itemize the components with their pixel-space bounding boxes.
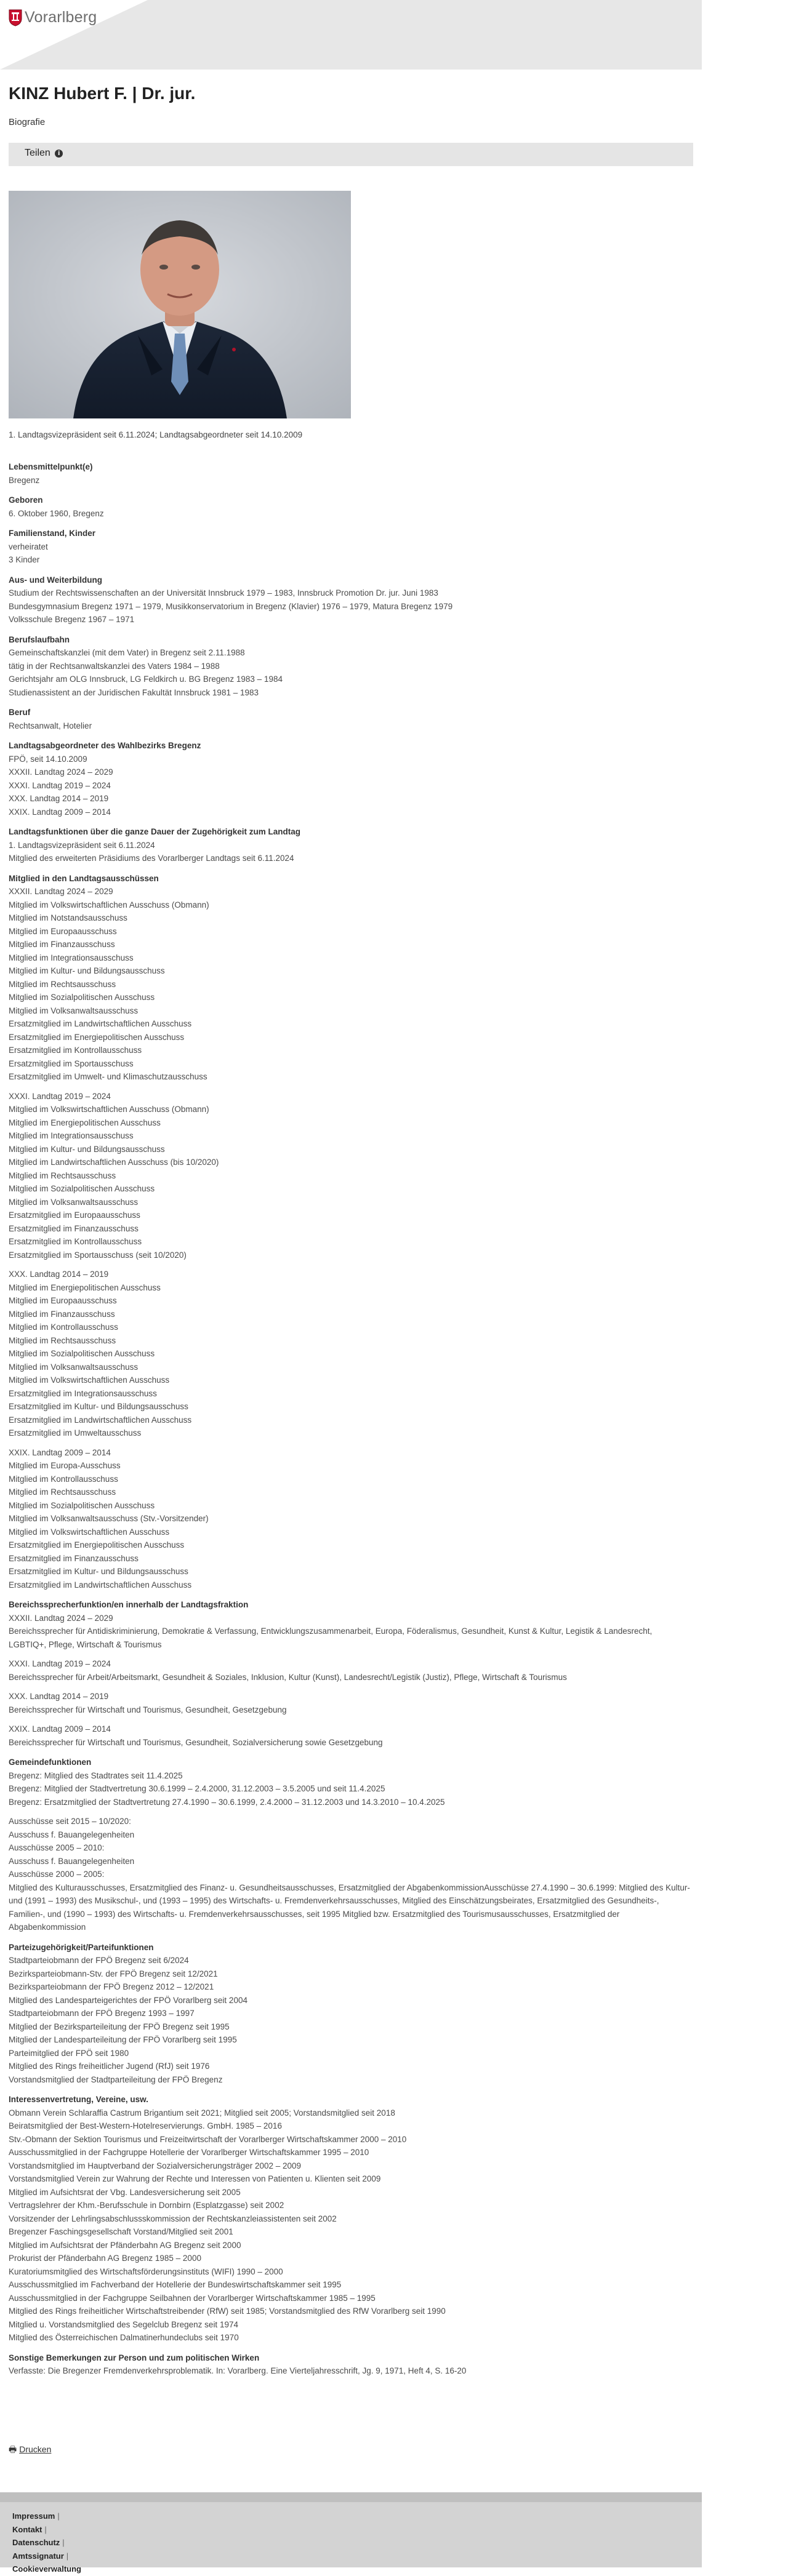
section-line: Bezirksparteiobmann der FPÖ Bregenz 2012 – 12/2021 (9, 1982, 214, 1991)
section-line: Studium der Rechtswissenschaften an der Universität Innsbruck 1979 – 1983, Innsbruck Promotion Dr. jur. Juni 1983 (9, 588, 438, 598)
footer-separator: | (66, 2551, 69, 2561)
section-heading: Sonstige Bemerkungen zur Person und zum politischen Wirken (9, 2353, 260, 2362)
section-spacer (9, 1440, 692, 1446)
section-line: Gemeinschaftskanzlei (mit dem Vater) in Bregenz seit 2.11.1988 (9, 648, 245, 657)
section-heading: Landtagsfunktionen über die ganze Dauer der Zugehörigkeit zum Landtag (9, 827, 301, 836)
section-line: Mitglied im Rechtsausschuss (9, 979, 116, 989)
section-line: XXX. Landtag 2014 – 2019 (9, 1270, 109, 1279)
section-line: Mitglied im Europaausschuss (9, 926, 117, 936)
footer-item (12, 2510, 81, 2523)
section-line: tätig in der Rechtsanwaltskanzlei des Vaters 1984 – 1988 (9, 661, 220, 671)
section-line: Bregenz (9, 475, 40, 485)
section-spacer (9, 1084, 692, 1090)
section-line: Mitglied im Kontrollausschuss (9, 1322, 118, 1332)
section-line: Ausschüsse 2005 – 2010: (9, 1843, 105, 1852)
section-line: Verfasste: Die Bregenzer Fremdenverkehrsproblematik. In: Vorarlberg. Eine Vierteljahresschrift, Jg. 9, 1971, Heft 4, S. 16-20 (9, 2366, 467, 2375)
section-line: Bregenzer Faschingsgesellschaft Vorstand/Mitglied seit 2001 (9, 2227, 233, 2236)
bio-section (9, 460, 692, 487)
section-line: Mitglied im Volksanwaltsausschuss (9, 1006, 139, 1015)
section-line: Mitglied des Österreichischen Dalmatinerhundeclubs seit 1970 (9, 2333, 239, 2342)
info-icon: i (55, 150, 63, 158)
section-heading: Lebensmittelpunkt(e) (9, 462, 93, 471)
section-line: Mitglied des Kulturausschusses, Ersatzmitglied des Finanz- u. Gesundheitsausschusses, Ersatzmitglied der AbgabenkommissionAusschüsse 27.4.1990 – 30.6.1999: Mitglied des Kultur- und (1991 – 1993) des Musikschul-, und (1993 – 1995) des Wirtschafts- u. Fremdenverkehrsausschusses, Mitglied des Einschätzungsbeirates, Ersatzmitglied des Gesundheits-, Familien-, und (1990 – 1993) des Wirtschafts- u. Fremdenverkehrsausschusses, seit 1995 Mitglied bzw. Ersatzmitglied des Tourismusausschusses, Ersatzmitglied der Abgabenkommission (9, 1882, 690, 1932)
section-line: Ersatzmitglied im Kontrollausschuss (9, 1237, 142, 1246)
section-spacer (9, 1262, 692, 1268)
section-line: Bregenz: Ersatzmitglied der Stadtvertretung 27.4.1990 – 30.6.1999, 2.4.2000 – 31.12.2003 und 14.3.2010 – 10.4.2025 (9, 1797, 445, 1807)
section-heading: Familienstand, Kinder (9, 529, 96, 538)
section-line: Mitglied im Aufsichtsrat der Pfänderbahn AG Bregenz seit 2000 (9, 2240, 241, 2250)
section-line: Gerichtsjahr am OLG Innsbruck, LG Feldkirch u. BG Bregenz 1983 – 1984 (9, 674, 283, 684)
bio-section (9, 1941, 692, 2087)
section-line: Ersatzmitglied im Landwirtschaftlichen Ausschuss (9, 1019, 192, 1028)
section-line: Ausschüsse 2000 – 2005: (9, 1870, 105, 1879)
bio-section (9, 633, 692, 700)
section-line: Rechtsanwalt, Hotelier (9, 721, 92, 730)
footer-item (12, 2562, 81, 2576)
section-line: Mitglied im Integrationsausschuss (9, 953, 134, 962)
section-line: Ersatzmitglied im Landwirtschaftlichen Ausschuss (9, 1580, 192, 1590)
section-line: Mitglied im Notstandsausschuss (9, 913, 127, 922)
section-line: Mitglied im Volkswirtschaftlichen Ausschuss (Obmann) (9, 1105, 209, 1114)
section-line: Ersatzmitglied im Kultur- und Bildungsausschuss (9, 1567, 188, 1576)
bio-section (9, 1756, 692, 1934)
section-line: Mitglied im Kultur- und Bildungsausschuss (9, 1144, 165, 1154)
site-header (0, 0, 702, 70)
section-line: 6. Oktober 1960, Bregenz (9, 508, 104, 518)
share-button[interactable] (25, 148, 63, 159)
section-line: Mitglied im Kontrollausschuss (9, 1474, 118, 1484)
section-line: Bregenz: Mitglied der Stadtvertretung 30.6.1999 – 2.4.2000, 31.12.2003 – 3.5.2005 und seit 11.4.2025 (9, 1784, 385, 1793)
footer-separator: | (44, 2524, 47, 2534)
footer-link-amtssignatur[interactable]: Amtssignatur (12, 2551, 64, 2561)
section-line: XXXII. Landtag 2024 – 2029 (9, 1613, 113, 1623)
footer-links (12, 2510, 81, 2576)
section-line: Mitglied der Landesparteileitung der FPÖ Vorarlberg seit 1995 (9, 2035, 237, 2044)
bio-section (9, 494, 692, 520)
section-line: Ersatzmitglied im Umweltausschuss (9, 1428, 142, 1438)
page-subtitle: Biografie (9, 117, 46, 127)
section-line: XXIX. Landtag 2009 – 2014 (9, 1724, 111, 1734)
section-line: Vorstandsmitglied Verein zur Wahrung der Rechte und Interessen von Patienten u. Klienten seit 2009 (9, 2174, 381, 2183)
section-line: Stadtparteiobmann der FPÖ Bregenz 1993 – 1997 (9, 2009, 195, 2018)
page-title: KINZ Hubert F. | Dr. jur. (9, 84, 196, 103)
section-spacer (9, 1684, 692, 1690)
section-line: Ersatzmitglied im Europaausschuss (9, 1210, 140, 1220)
section-line: Ersatzmitglied im Landwirtschaftlichen Ausschuss (9, 1415, 192, 1425)
section-heading: Geboren (9, 495, 43, 505)
section-line: Mitglied des Landesparteigerichtes der FPÖ Vorarlberg seit 2004 (9, 1995, 247, 2005)
section-heading: Parteizugehörigkeit/Parteifunktionen (9, 1942, 154, 1952)
section-line: Mitglied im Finanzausschuss (9, 940, 115, 949)
section-line: Mitglied im Sozialpolitischen Ausschuss (9, 1184, 155, 1193)
section-line: Mitglied u. Vorstandsmitglied des Segelclub Bregenz seit 1974 (9, 2319, 238, 2329)
section-line: Mitglied im Kultur- und Bildungsausschuss (9, 966, 165, 975)
section-line: XXIX. Landtag 2009 – 2014 (9, 1447, 111, 1457)
section-heading: Gemeindefunktionen (9, 1758, 92, 1767)
bio-section (9, 527, 692, 567)
section-line: verheiratet (9, 542, 48, 551)
section-line: Mitglied im Volkswirtschaftlichen Ausschuss (Obmann) (9, 900, 209, 910)
section-line: Mitglied im Energiepolitischen Ausschuss (9, 1118, 161, 1127)
section-line: Mitglied des Rings freiheitlicher Jugend (RfJ) seit 1976 (9, 2062, 210, 2071)
logo-text: Vorarlberg (25, 9, 97, 26)
section-line: Mitglied im Europaausschuss (9, 1296, 117, 1305)
section-heading: Berufslaufbahn (9, 634, 70, 644)
section-line: Bereichssprecher für Antidiskriminierung, Demokratie & Verfassung, Entwicklungszusammenarbeit, Europa, Föderalismus, Gesundheit, Kunst & Kultur, Legistik & Landesrecht, LGBTIQ+, Pflege, Wirtschaft & Tourismus (9, 1626, 653, 1649)
bio-section (9, 574, 692, 626)
bio-section (9, 739, 692, 818)
section-line: Mitglied im Volkswirtschaftlichen Ausschuss (9, 1527, 170, 1537)
coat-of-arms-icon (9, 9, 22, 26)
section-heading: Aus- und Weiterbildung (9, 575, 102, 585)
section-heading: Interessenvertretung, Vereine, usw. (9, 2095, 148, 2104)
section-line: Mitglied im Integrationsausschuss (9, 1131, 134, 1140)
footer-link-impressum[interactable]: Impressum (12, 2511, 55, 2521)
share-bar (9, 143, 693, 166)
section-line: XXXII. Landtag 2024 – 2029 (9, 767, 113, 777)
footer-link-cookieverwaltung[interactable]: Cookieverwaltung (12, 2564, 81, 2574)
section-line: Ersatzmitglied im Integrationsausschuss (9, 1388, 157, 1398)
section-line: Ersatzmitglied im Energiepolitischen Ausschuss (9, 1032, 185, 1042)
section-line: Vorsitzender der Lehrlingsabschlussskommission der Rechtskanzleiassistenten seit 2002 (9, 2214, 337, 2223)
section-line: Mitglied im Volksanwaltsausschuss (9, 1197, 139, 1207)
section-line: Bereichssprecher für Arbeit/Arbeitsmarkt, Gesundheit & Soziales, Inklusion, Kultur (Kunst), Landesrecht/Legistik (Justiz), Pflege, Wirtschaft & Tourismus (9, 1672, 567, 1682)
section-spacer (9, 1716, 692, 1722)
bio-section (9, 706, 692, 732)
section-line: 1. Landtagsvizepräsident seit 6.11.2024 (9, 840, 155, 850)
section-heading: Bereichssprecherfunktion/en innerhalb der Landtagsfraktion (9, 1600, 249, 1609)
section-line: Ausschussmitglied in der Fachgruppe Seilbahnen der Vorarlberger Wirtschaftskammer 1985 – 1995 (9, 2293, 376, 2303)
section-line: Mitglied im Rechtsausschuss (9, 1335, 116, 1345)
section-line: Mitglied im Energiepolitischen Ausschuss (9, 1282, 161, 1292)
section-line: XXX. Landtag 2014 – 2019 (9, 1692, 109, 1701)
section-line: Bereichssprecher für Wirtschaft und Tourismus, Gesundheit, Gesetzgebung (9, 1705, 287, 1714)
bio-section (9, 872, 692, 1592)
footer-item (12, 2550, 81, 2563)
section-line: Mitglied des erweiterten Präsidiums des Vorarlberger Landtags seit 6.11.2024 (9, 854, 294, 863)
section-line: Ausschussmitglied in der Fachgruppe Hotellerie der Vorarlberger Wirtschaftskammer 1995 – 2010 (9, 2148, 369, 2157)
footer-separator: | (57, 2511, 60, 2521)
bio-section (9, 2351, 692, 2378)
footer-item (12, 2523, 81, 2537)
section-heading: Landtagsabgeordneter des Wahlbezirks Bregenz (9, 741, 201, 750)
section-line: Prokurist der Pfänderbahn AG Bregenz 1985 – 2000 (9, 2254, 201, 2263)
section-line: Ausschuss f. Bauangelegenheiten (9, 1856, 135, 1866)
section-line: Mitglied im Aufsichtsrat der Vbg. Landesversicherung seit 2005 (9, 2187, 241, 2197)
section-line: Mitglied im Sozialpolitischen Ausschuss (9, 1500, 155, 1510)
bio-section (9, 2093, 692, 2345)
section-line: XXXI. Landtag 2019 – 2024 (9, 780, 111, 790)
footer-link-datenschutz[interactable]: Datenschutz (12, 2538, 60, 2547)
biography-content (9, 460, 692, 2385)
section-line: XXX. Landtag 2014 – 2019 (9, 794, 109, 803)
section-line: Obmann Verein Schlaraffia Castrum Brigantium seit 2021; Mitglied seit 2005; Vorstandsmitglied seit 2018 (9, 2108, 395, 2118)
section-line: Ersatzmitglied im Finanzausschuss (9, 1223, 139, 1233)
section-line: Mitglied im Volksanwaltsausschuss (9, 1362, 139, 1372)
section-line: Vorstandsmitglied im Hauptverband der Sozialversicherungsträger 2002 – 2009 (9, 2161, 302, 2170)
section-line: Ersatzmitglied im Energiepolitischen Ausschuss (9, 1540, 185, 1550)
footer-link-kontakt[interactable]: Kontakt (12, 2524, 42, 2534)
printer-icon: 🖶 (9, 2444, 17, 2454)
section-line: Mitglied im Rechtsausschuss (9, 1170, 116, 1180)
section-line: XXIX. Landtag 2009 – 2014 (9, 807, 111, 817)
footer-item (12, 2536, 81, 2550)
section-line: 3 Kinder (9, 555, 40, 564)
section-line: Kuratoriumsmitglied des Wirtschaftsförderungsinstituts (WIFI) 1990 – 2000 (9, 2266, 283, 2276)
share-label: Teilen (25, 148, 50, 158)
section-line: Ersatzmitglied im Sportausschuss (seit 10/2020) (9, 1250, 187, 1260)
section-line: Mitglied im Volksanwaltsausschuss (Stv.-Vorsitzender) (9, 1514, 209, 1523)
section-line: Ersatzmitglied im Kultur- und Bildungsausschuss (9, 1402, 188, 1411)
section-line: Ausschüsse seit 2015 – 10/2020: (9, 1817, 131, 1826)
section-line: Parteimitglied der FPÖ seit 1980 (9, 2048, 129, 2058)
section-line: Ersatzmitglied im Sportausschuss (9, 1058, 134, 1068)
site-footer (0, 2492, 702, 2574)
section-line: Mitglied im Europa-Ausschuss (9, 1461, 121, 1470)
print-label: Drucken (19, 2444, 52, 2454)
section-line: Bezirksparteiobmann-Stv. der FPÖ Bregenz seit 12/2021 (9, 1969, 218, 1978)
section-line: Beiratsmitglied der Best-Western-Hotelreservierungs. GmbH. 1985 – 2016 (9, 2121, 282, 2130)
section-line: Mitglied im Volkswirtschaftlichen Ausschuss (9, 1375, 170, 1385)
section-line: XXXI. Landtag 2019 – 2024 (9, 1091, 111, 1101)
section-spacer (9, 1809, 692, 1815)
section-line: Ersatzmitglied im Umwelt- und Klimaschutzausschuss (9, 1072, 207, 1081)
section-line: Volksschule Bregenz 1967 – 1971 (9, 615, 135, 624)
portrait-illustration (9, 191, 351, 418)
section-line: Mitglied im Sozialpolitischen Ausschuss (9, 993, 155, 1002)
print-link[interactable] (9, 2443, 51, 2458)
section-line: XXXII. Landtag 2024 – 2029 (9, 887, 113, 896)
section-line: Mitglied im Landwirtschaftlichen Ausschuss (bis 10/2020) (9, 1158, 219, 1167)
footer-separator: | (62, 2538, 65, 2547)
section-line: Bereichssprecher für Wirtschaft und Tourismus, Gesundheit, Sozialversicherung sowie Gesetzgebung (9, 1737, 383, 1747)
section-heading: Beruf (9, 708, 31, 717)
section-line: Bundesgymnasium Bregenz 1971 – 1979, Musikkonservatorium in Bregenz (Klavier) 1976 – 1979, Matura Bregenz 1979 (9, 601, 453, 611)
section-line: Mitglied im Rechtsausschuss (9, 1487, 116, 1497)
bio-section (9, 1598, 692, 1749)
section-heading: Mitglied in den Landtagsausschüssen (9, 873, 159, 883)
section-line: Ausschuss f. Bauangelegenheiten (9, 1830, 135, 1839)
section-line: Mitglied im Finanzausschuss (9, 1309, 115, 1319)
section-line: Bregenz: Mitglied des Stadtrates seit 11.4.2025 (9, 1770, 183, 1780)
section-line: Ausschussmitglied im Fachverband der Hotellerie der Bundeswirtschaftskammer seit 1995 (9, 2280, 342, 2289)
section-line: Mitglied im Sozialpolitischen Ausschuss (9, 1349, 155, 1358)
section-line: Ersatzmitglied im Finanzausschuss (9, 1553, 139, 1563)
section-line: Studienassistent an der Juridischen Fakultät Innsbruck 1981 – 1983 (9, 687, 259, 697)
section-line: FPÖ, seit 14.10.2009 (9, 754, 87, 764)
section-line: Ersatzmitglied im Kontrollausschuss (9, 1046, 142, 1055)
section-spacer (9, 1651, 692, 1657)
section-line: Mitglied des Rings freiheitlicher Wirtschaftstreibender (RfW) seit 1985; Vorstandsmitglied des RfW Vorarlberg seit 1990 (9, 2306, 446, 2316)
site-logo[interactable] (9, 9, 97, 26)
section-line: Vorstandsmitglied der Stadtparteileitung der FPÖ Bregenz (9, 2074, 223, 2084)
section-line: Vertragslehrer der Khm.-Berufsschule in Dornbirn (Esplatzgasse) seit 2002 (9, 2201, 284, 2210)
section-line: XXXI. Landtag 2019 – 2024 (9, 1659, 111, 1668)
section-line: Stv.-Obmann der Sektion Tourismus und Freizeitwirtschaft der Vorarlberger Wirtschaftskammer 2000 – 2010 (9, 2134, 407, 2144)
bio-section (9, 825, 692, 865)
section-line: Mitglied der Bezirksparteileitung der FPÖ Bregenz seit 1995 (9, 2022, 230, 2031)
portrait-photo (9, 191, 351, 418)
portrait-caption: 1. Landtagsvizepräsident seit 6.11.2024; Landtagsabgeordneter seit 14.10.2009 (9, 430, 303, 439)
section-line: Stadtparteiobmann der FPÖ Bregenz seit 6/2024 (9, 1956, 189, 1965)
